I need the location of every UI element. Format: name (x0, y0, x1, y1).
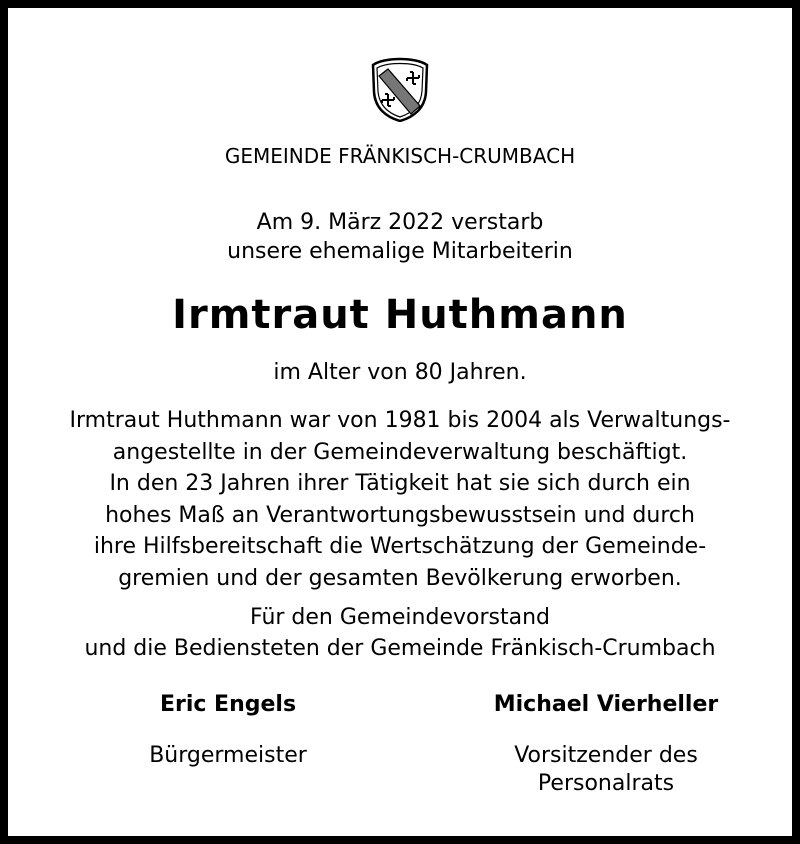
coat-of-arms-icon (370, 56, 430, 122)
signatory-role-mayor (58, 742, 398, 770)
body-line: angestellte in der Gemeindeverwaltung beschäftigt. (112, 439, 688, 465)
intro-text (8, 208, 792, 266)
role-line: Vorsitzender des (514, 743, 698, 768)
signatory-role-council-chair (436, 742, 776, 798)
body-line: hohes Maß an Verantwortungsbewusstsein und durch (105, 502, 695, 528)
age-line: im Alter von 80 Jahren. (273, 360, 527, 385)
body-line: ihre Hilfsbereitschaft die Wertschätzung der Gemeinde- (93, 534, 707, 559)
body-line: gremien und der gesamten Bevölkerung erworben. (118, 565, 682, 591)
closing-line: und die Bediensteten der Gemeinde Fränkisch-Crumbach (84, 636, 716, 661)
role-line: Bürgermeister (149, 743, 307, 768)
intro-line: unsere ehemalige Mitarbeiterin (227, 239, 573, 264)
closing-text (8, 602, 792, 664)
body-line: Irmtraut Huthmann war von 1981 bis 2004 als Verwaltungs- (69, 408, 731, 433)
signatory-name-mayor: Eric Engels (159, 692, 297, 717)
closing-line: Für den Gemeindevorstand (250, 605, 550, 630)
body-text (8, 405, 792, 594)
municipality-heading: GEMEINDE FRÄNKISCH-CRUMBACH (224, 144, 576, 168)
body-line: In den 23 Jahren ihrer Tätigkeit hat sie sich durch ein (109, 471, 691, 496)
role-line: Personalrats (537, 771, 675, 796)
intro-line: Am 9. März 2022 verstarb (256, 210, 544, 235)
deceased-name: Irmtraut Huthmann (172, 292, 628, 338)
signatory-name-council-chair: Michael Vierheller (493, 692, 719, 717)
